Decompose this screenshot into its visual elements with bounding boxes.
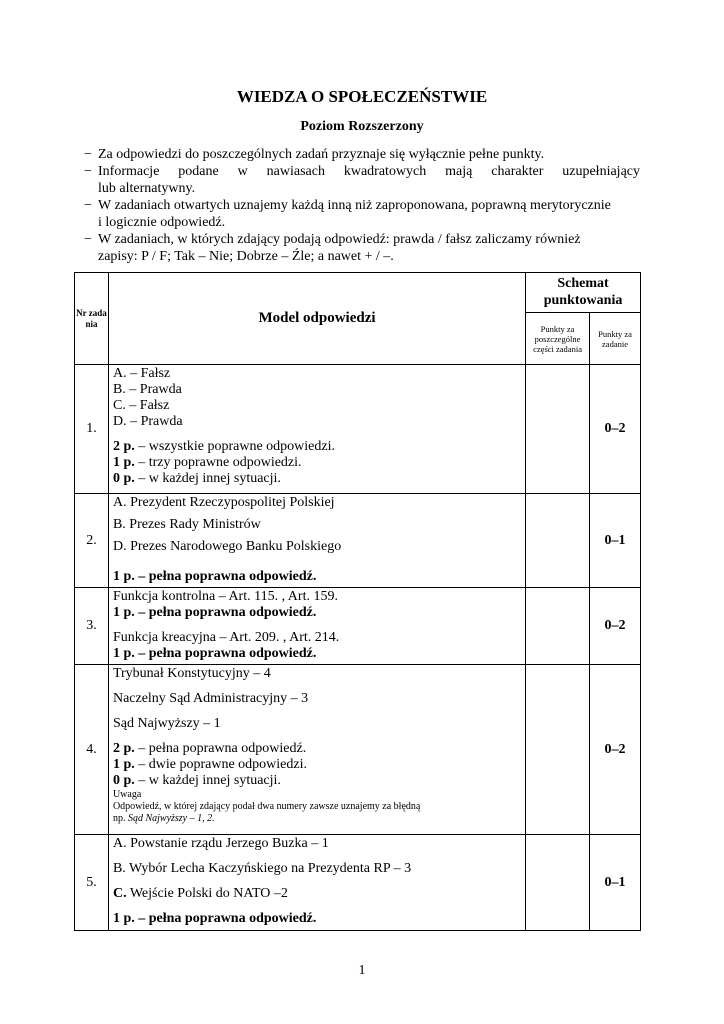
score-desc: – trzy poprawne odpowiedzi.	[134, 455, 302, 470]
score-desc: – w każdej innej sytuacji.	[134, 773, 281, 788]
answer-line: Naczelny Sąd Administracyjny – 3	[112, 691, 309, 706]
points-task-cell: 0–2	[590, 665, 641, 835]
answer-line: Funkcja kontrolna – Art. 115. , Art. 159.	[112, 589, 338, 604]
dash-bullet: −	[84, 147, 92, 162]
answer-line: Funkcja kreacyjna – Art. 209. , Art. 214.	[112, 630, 340, 645]
answer-line: Sąd Najwyższy – 1	[112, 716, 221, 731]
task-number: 2.	[75, 494, 109, 588]
instruction-text: Informacje podane w nawiasach kwadratowych mają charakter uzupełniający	[98, 164, 640, 179]
answer-line: D. – Prawda	[112, 414, 183, 429]
answer-line: Trybunał Konstytucyjny – 4	[112, 666, 271, 681]
answer-key-table	[74, 272, 641, 931]
points-parts-cell	[526, 588, 590, 665]
scoring-line: 1 p. – pełna poprawna odpowiedź.	[112, 911, 317, 926]
score-value: 1 p.	[112, 455, 135, 470]
task-number: 3.	[75, 588, 109, 665]
model-answer	[108, 665, 525, 835]
table-row	[75, 494, 641, 588]
header-nr: Nr zada nia	[75, 273, 109, 365]
note-text: Odpowiedź, w której zdający podał dwa numery zawsze uznajemy za błędną	[112, 801, 421, 812]
note-example	[113, 813, 521, 825]
table-row	[75, 665, 641, 835]
table-row	[75, 835, 641, 931]
answer-letter: C.	[112, 886, 127, 901]
score-value: 1 p.	[112, 757, 135, 772]
header-schemat: Schemat punktowania	[526, 273, 641, 313]
dash-bullet: −	[84, 164, 92, 179]
header-model: Model odpowiedzi	[108, 273, 525, 365]
dash-bullet: −	[84, 198, 92, 213]
points-parts-cell	[526, 835, 590, 931]
instructions-list	[84, 146, 640, 265]
points-task-cell: 0–1	[590, 835, 641, 931]
page-subtitle: Poziom Rozszerzony	[300, 119, 424, 134]
answer-line: B. – Prawda	[112, 382, 182, 397]
task-number: 1.	[75, 365, 109, 494]
instruction-item	[84, 163, 640, 197]
header-points-task: Punkty za zadanie	[590, 313, 641, 365]
dash-bullet: −	[84, 232, 92, 247]
score-value: 0 p.	[112, 471, 135, 486]
page-title: WIEDZA O SPOŁECZEŃSTWIE	[236, 87, 488, 106]
instruction-text: Za odpowiedzi do poszczególnych zadań przyznaje się wyłącznie pełne punkty.	[98, 147, 545, 162]
score-desc: – dwie poprawne odpowiedzi.	[134, 757, 307, 772]
instruction-item	[84, 231, 640, 265]
model-answer	[108, 588, 525, 665]
points-task-cell: 0–2	[590, 365, 641, 494]
answer-line: D. Prezes Narodowego Banku Polskiego	[112, 539, 342, 554]
scoring-line	[113, 455, 521, 471]
points-task-cell: 0–1	[590, 494, 641, 588]
model-answer	[108, 835, 525, 931]
answer-line: A. Prezydent Rzeczypospolitej Polskiej	[112, 495, 335, 510]
scoring-line	[113, 741, 521, 757]
score-value: 2 p.	[112, 439, 135, 454]
note-label: Uwaga	[112, 789, 142, 800]
answer-text: Wejście Polski do NATO –2	[126, 886, 288, 901]
scoring-line: 1 p. – pełna poprawna odpowiedź.	[112, 569, 317, 584]
scoring-line	[113, 773, 521, 789]
task-number: 4.	[75, 665, 109, 835]
task-number: 5.	[75, 835, 109, 931]
score-desc: – pełna poprawna odpowiedź.	[134, 741, 307, 756]
points-parts-cell	[526, 494, 590, 588]
instruction-item	[84, 146, 640, 163]
instruction-text-cont: zapisy: P / F; Tak – Nie; Dobrze – Źle; a nawet + / –.	[98, 249, 394, 264]
score-desc: – w każdej innej sytuacji.	[134, 471, 281, 486]
header-points-parts: Punkty za poszczególne części zadania	[526, 313, 590, 365]
score-value: 0 p.	[112, 773, 135, 788]
scoring-line	[113, 471, 521, 487]
answer-line: B. Prezes Rady Ministrów	[112, 517, 261, 532]
table-row	[75, 588, 641, 665]
answer-line: A. Powstanie rządu Jerzego Buzka – 1	[112, 836, 329, 851]
instruction-text-cont: i logicznie odpowiedź.	[98, 215, 226, 230]
instruction-item	[84, 197, 640, 231]
scoring-line: 1 p. – pełna poprawna odpowiedź.	[112, 605, 317, 620]
answer-line	[113, 886, 521, 902]
instruction-text: W zadaniach otwartych uznajemy każdą inną niż zaproponowana, poprawną merytorycznie	[98, 198, 611, 213]
score-value: 2 p.	[112, 741, 135, 756]
answer-line: C. – Fałsz	[112, 398, 170, 413]
model-answer	[108, 494, 525, 588]
model-answer	[108, 365, 525, 494]
table-row	[75, 365, 641, 494]
points-parts-cell	[526, 665, 590, 835]
instruction-text-cont: lub alternatywny.	[98, 181, 196, 196]
answer-line: A. – Fałsz	[112, 366, 171, 381]
scoring-line: 1 p. – pełna poprawna odpowiedź.	[112, 646, 317, 661]
points-parts-cell	[526, 365, 590, 494]
scoring-line	[113, 439, 521, 455]
instruction-text: W zadaniach, w których zdający podają odpowiedź: prawda / fałsz zaliczamy również	[98, 232, 581, 247]
points-task-cell: 0–2	[590, 588, 641, 665]
scoring-line	[113, 757, 521, 773]
note-example-prefix: np.	[112, 813, 128, 824]
score-desc: – wszystkie poprawne odpowiedzi.	[134, 439, 335, 454]
page-number: 1	[358, 963, 366, 978]
answer-line: B. Wybór Lecha Kaczyńskiego na Prezydenta RP – 3	[112, 861, 412, 876]
note-example-italic: Sąd Najwyższy – 1, 2.	[127, 813, 215, 824]
